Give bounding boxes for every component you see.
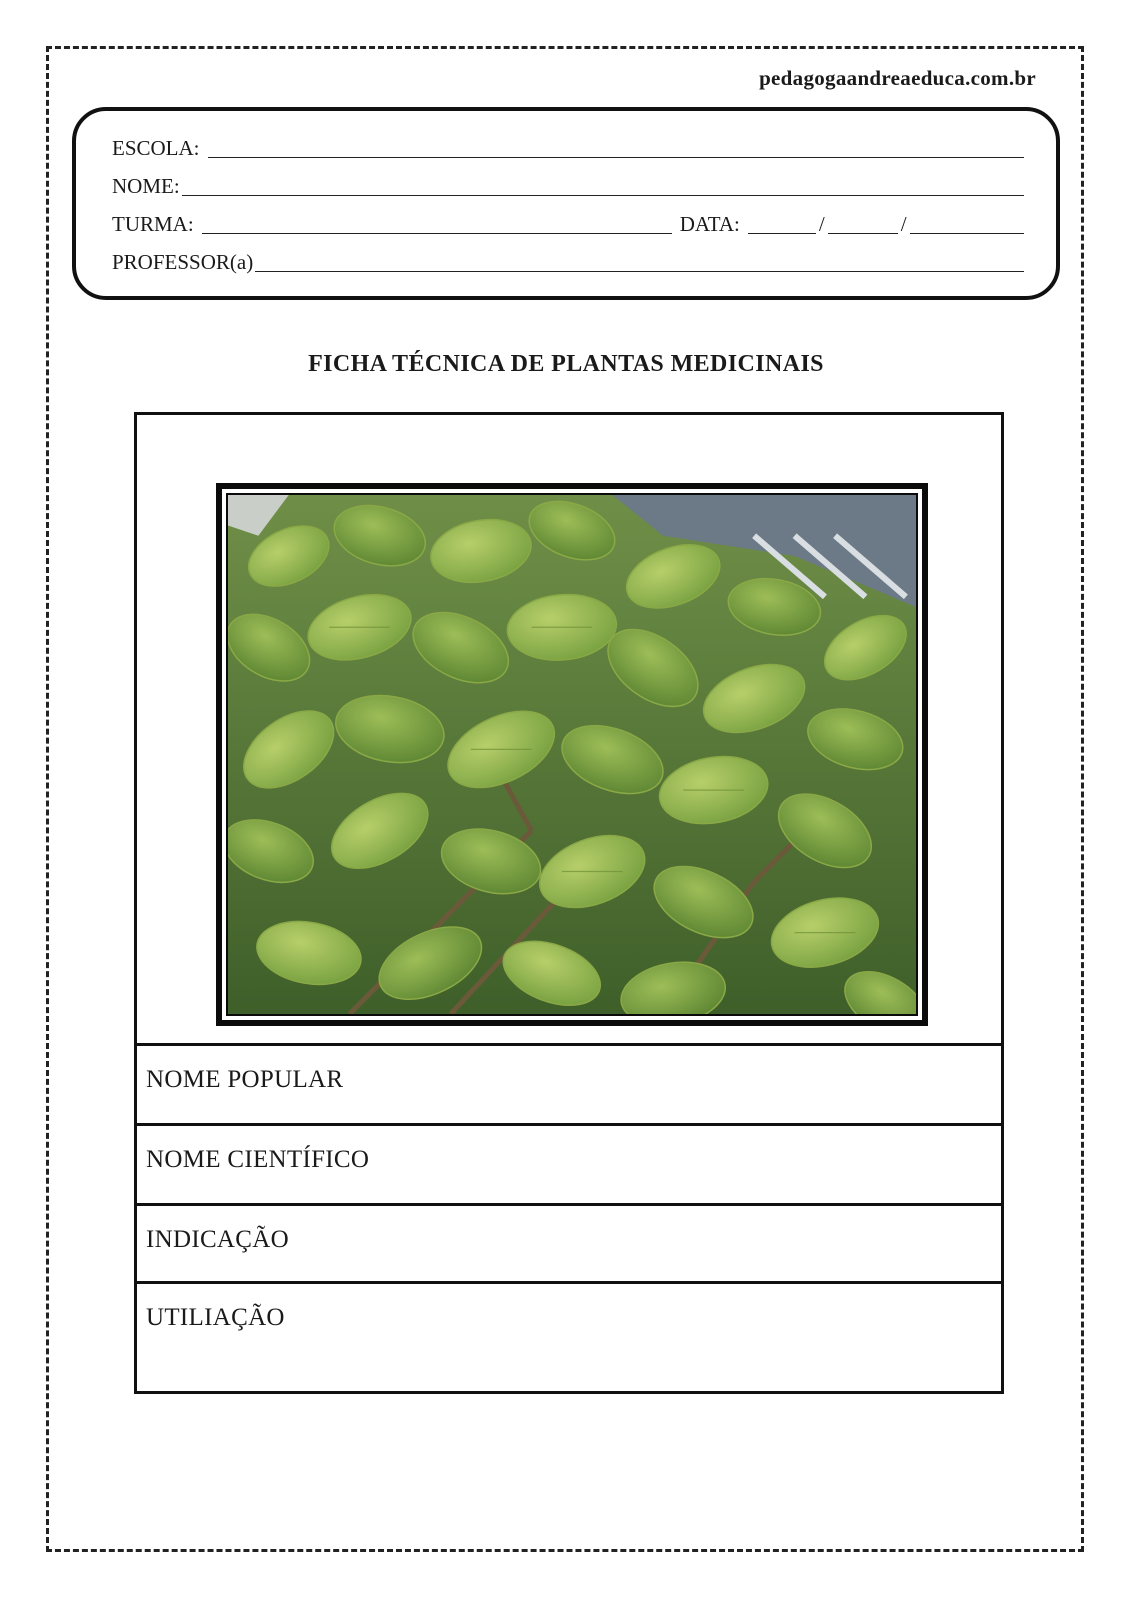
- row-utilizacao[interactable]: [137, 1281, 1001, 1394]
- row-nome-popular[interactable]: [137, 1043, 1001, 1123]
- row-indicacao[interactable]: [137, 1203, 1001, 1281]
- nome-label: NOME:: [112, 174, 180, 198]
- utilizacao-label: UTILIAÇÃO: [146, 1304, 285, 1331]
- date-separator: /: [900, 212, 907, 236]
- student-info-box: [72, 107, 1060, 300]
- professor-blank-line[interactable]: [255, 271, 1024, 272]
- photo-area: [137, 415, 1001, 1063]
- turma-blank-line[interactable]: [202, 233, 672, 234]
- page-title: FICHA TÉCNICA DE PLANTAS MEDICINAIS: [308, 351, 824, 377]
- photo-frame: [216, 483, 928, 1026]
- date-separator: /: [818, 212, 825, 236]
- nome-popular-label: NOME POPULAR: [146, 1066, 344, 1093]
- nome-field: [112, 167, 1024, 205]
- data-day-blank[interactable]: [748, 233, 816, 234]
- plant-card: [134, 412, 1004, 1394]
- data-month-blank[interactable]: [828, 233, 898, 234]
- escola-label: ESCOLA:: [112, 136, 200, 160]
- nome-blank-line[interactable]: [182, 195, 1024, 196]
- site-url: pedagogaandreaeduca.com.br: [759, 66, 1036, 90]
- turma-label: TURMA:: [112, 212, 194, 236]
- turma-data-field: [112, 205, 1024, 243]
- professor-field: [112, 243, 1024, 281]
- data-year-blank[interactable]: [910, 233, 1024, 234]
- escola-field: [112, 129, 1024, 167]
- indicacao-label: INDICAÇÃO: [146, 1226, 289, 1253]
- row-nome-cientifico[interactable]: [137, 1123, 1001, 1203]
- plant-photo: [226, 493, 918, 1016]
- escola-blank-line[interactable]: [208, 157, 1024, 158]
- data-label: DATA:: [679, 212, 740, 236]
- nome-cientifico-label: NOME CIENTÍFICO: [146, 1146, 370, 1173]
- plant-leaves-photo: [228, 495, 916, 1014]
- professor-label: PROFESSOR(a): [112, 250, 254, 274]
